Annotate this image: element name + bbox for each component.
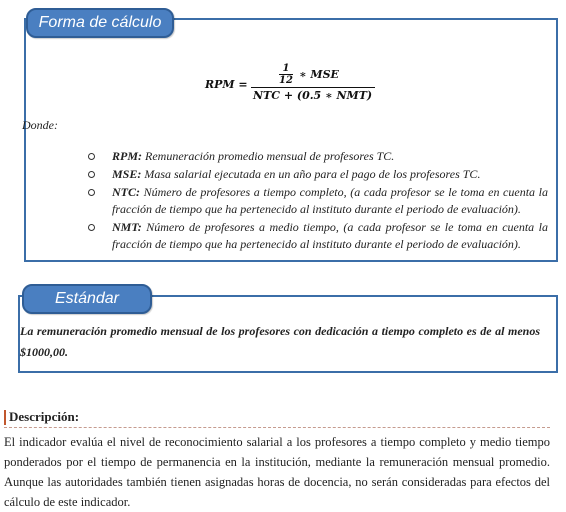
definition-term: MSE:: [112, 167, 142, 181]
mini-numerator: 1: [282, 63, 290, 74]
definition-list: [88, 148, 548, 254]
definition-item-nmt: [88, 219, 548, 253]
mini-denominator: 12: [279, 75, 293, 86]
definition-text: Número de profesores a medio tiempo, (a cada profesor se le toma en cuenta la fracción de tiempo que ha pertenecido al instituto durante el periodo de evaluación).: [112, 220, 548, 251]
definition-text: Masa salarial ejecutada en un año para el pago de los profesores TC.: [141, 167, 481, 181]
formula-numerator: [275, 63, 355, 85]
bullet-icon: [88, 224, 95, 231]
definition-text: Remuneración promedio mensual de profesores TC.: [142, 149, 395, 163]
definition-item-ntc: [88, 184, 548, 218]
formula-fraction-bar: [251, 87, 375, 88]
description-heading: Descripción:: [4, 409, 550, 428]
formula-lhs: RPM =: [205, 78, 248, 91]
tab-label: Forma de cálculo: [38, 14, 162, 31]
definition-item-mse: [88, 166, 548, 183]
bullet-icon: [88, 189, 95, 196]
standard-text: La remuneración promedio mensual de los profesores con dedicación a tiempo completo es de al menos $1000,00.: [20, 324, 540, 359]
tab-label: Estándar: [54, 290, 120, 307]
tab-estandar: [22, 284, 152, 314]
formula-numerator-rest: ∗ MSE: [299, 68, 339, 81]
bullet-icon: [88, 153, 95, 160]
formula-denominator: NTC + (0.5 ∗ NMT): [253, 89, 373, 102]
donde-label: Donde:: [22, 118, 58, 132]
definition-term: NTC:: [112, 185, 140, 199]
definition-term: NMT:: [112, 220, 142, 234]
description-text: El indicador evalúa el nivel de reconocimiento salarial a los profesores a tiempo completo y medio tiempo ponderados por el tiempo de permanencia en la institución, mediante la remuneración mensual promedio. Aunque las autoridades también tienen asignadas horas de docencia, no serán consideradas para efectos del cálculo de este indicador.: [4, 435, 550, 509]
definition-term: RPM:: [112, 149, 142, 163]
tab-forma-de-calculo: [26, 8, 174, 38]
formula-mini-fraction: [275, 63, 297, 86]
definition-text: Número de profesores a tiempo completo, (a cada profesor se le toma en cuenta la fracción de tiempo que ha pertenecido al instituto durante el periodo de evaluación).: [112, 185, 548, 216]
bullet-icon: [88, 171, 95, 178]
definition-item-rpm: [88, 148, 548, 165]
rpm-formula: [205, 63, 375, 105]
